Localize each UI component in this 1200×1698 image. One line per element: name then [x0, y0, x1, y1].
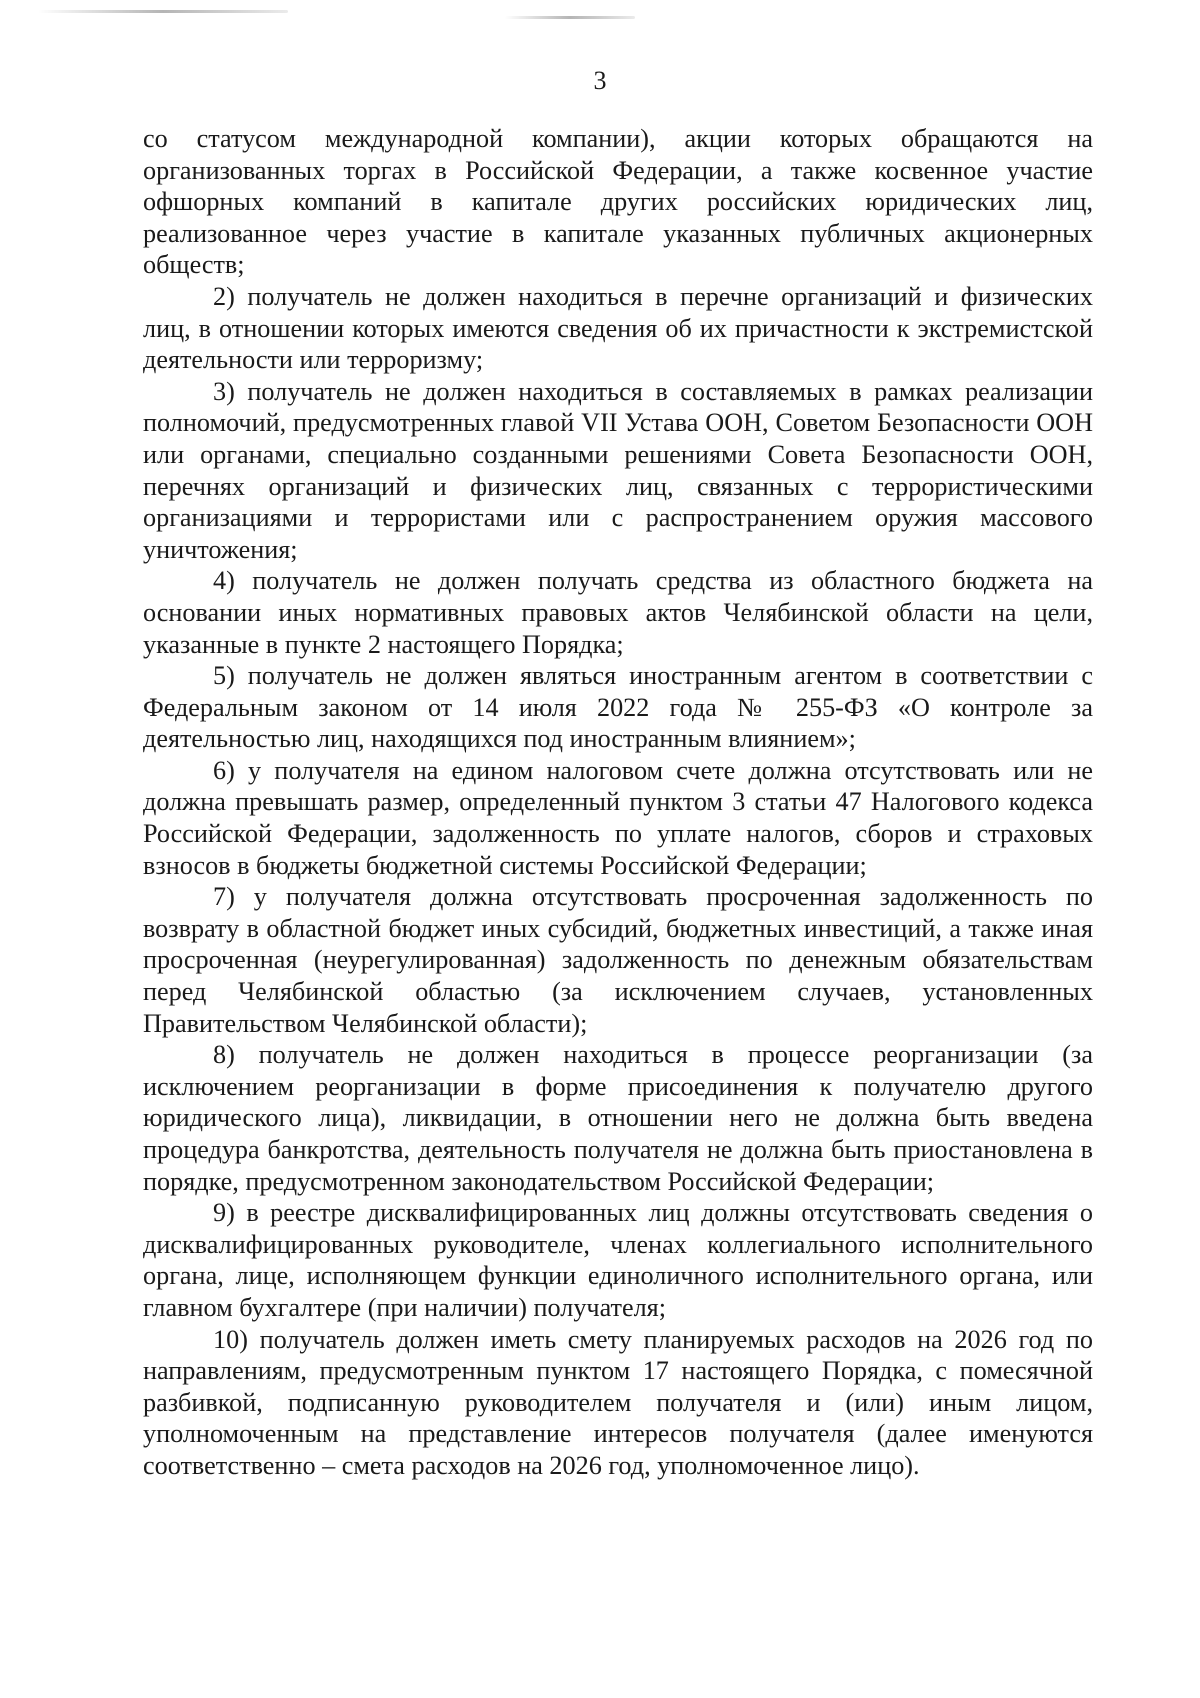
- scan-artifact: [505, 16, 635, 19]
- list-item-8: 8) получатель не должен находиться в процессе реорганизации (за исключением реорганизации в форме присоединения к получателю другого юридического лица), ликвидации, в отношении него не должна быть введена процедура банкротства, деятельность получателя не должна быть приостановлена в порядке, предусмотренном законодательством Российской Федерации;: [143, 1040, 1093, 1196]
- list-item-2: 2) получатель не должен находиться в перечне организаций и физических лиц, в отношении которых имеются сведения об их причастности к экстремистской деятельности или терроризму;: [143, 281, 1093, 375]
- list-item-3: 3) получатель не должен находиться в составляемых в рамках реализации полномочий, предусмотренных главой VII Устава ООН, Советом Безопасности ООН или органами, специально созданными решениями Совета Безопасности ООН, перечнях организаций и физических лиц, связанных с террористическими организациями и террористами или с распространением оружия массового уничтожения;: [143, 376, 1093, 564]
- list-item-10: 10) получатель должен иметь смету планируемых расходов на 2026 год по направлениям, предусмотренным пунктом 17 настоящего Порядка, с помесячной разбивкой, подписанную руководителем получателя и (или) иным лицом, уполномоченным на представление интересов получателя (далее именуются соответственно – смета расходов на 2026 год, уполномоченное лицо).: [143, 1324, 1093, 1480]
- list-item-6: 6) у получателя на едином налоговом счете должна отсутствовать или не должна превышать размер, определенный пунктом 3 статьи 47 Налогового кодекса Российской Федерации, задолженность по уплате налогов, сборов и страховых взносов в бюджеты бюджетной системы Российской Федерации;: [143, 755, 1093, 880]
- paragraph-continuation: со статусом международной компании), акции которых обращаются на организованных торгах в Российской Федерации, а также косвенное участие офшорных компаний в капитале других российских юридических лиц, реализованное через участие в капитале указанных публичных акционерных обществ;: [143, 124, 1093, 280]
- page-number: 3: [593, 66, 607, 95]
- list-item-5: 5) получатель не должен являться иностранным агентом в соответствии с Федеральным законом от 14 июля 2022 года № 255-ФЗ «О контроле за деятельностью лиц, находящихся под иностранным влиянием»;: [143, 661, 1093, 754]
- document-body: [143, 123, 1093, 1482]
- list-item-9: 9) в реестре дисквалифицированных лиц должны отсутствовать сведения о дисквалифицированных руководителе, членах коллегиального исполнительного органа, лице, исполняющем функции единоличного исполнительного органа, или главном бухгалтере (при наличии) получателя;: [143, 1198, 1093, 1322]
- list-item-4: 4) получатель не должен получать средства из областного бюджета на основании иных нормативных правовых актов Челябинской области на цели, указанные в пункте 2 настоящего Порядка;: [143, 566, 1093, 659]
- scan-artifact: [38, 10, 288, 13]
- list-item-7: 7) у получателя должна отсутствовать просроченная задолженность по возврату в областной бюджет иных субсидий, бюджетных инвестиций, а также иная просроченная (неурегулированная) задолженность по денежным обязательствам перед Челябинской областью (за исключением случаев, установленных Правительством Челябинской области);: [143, 882, 1093, 1038]
